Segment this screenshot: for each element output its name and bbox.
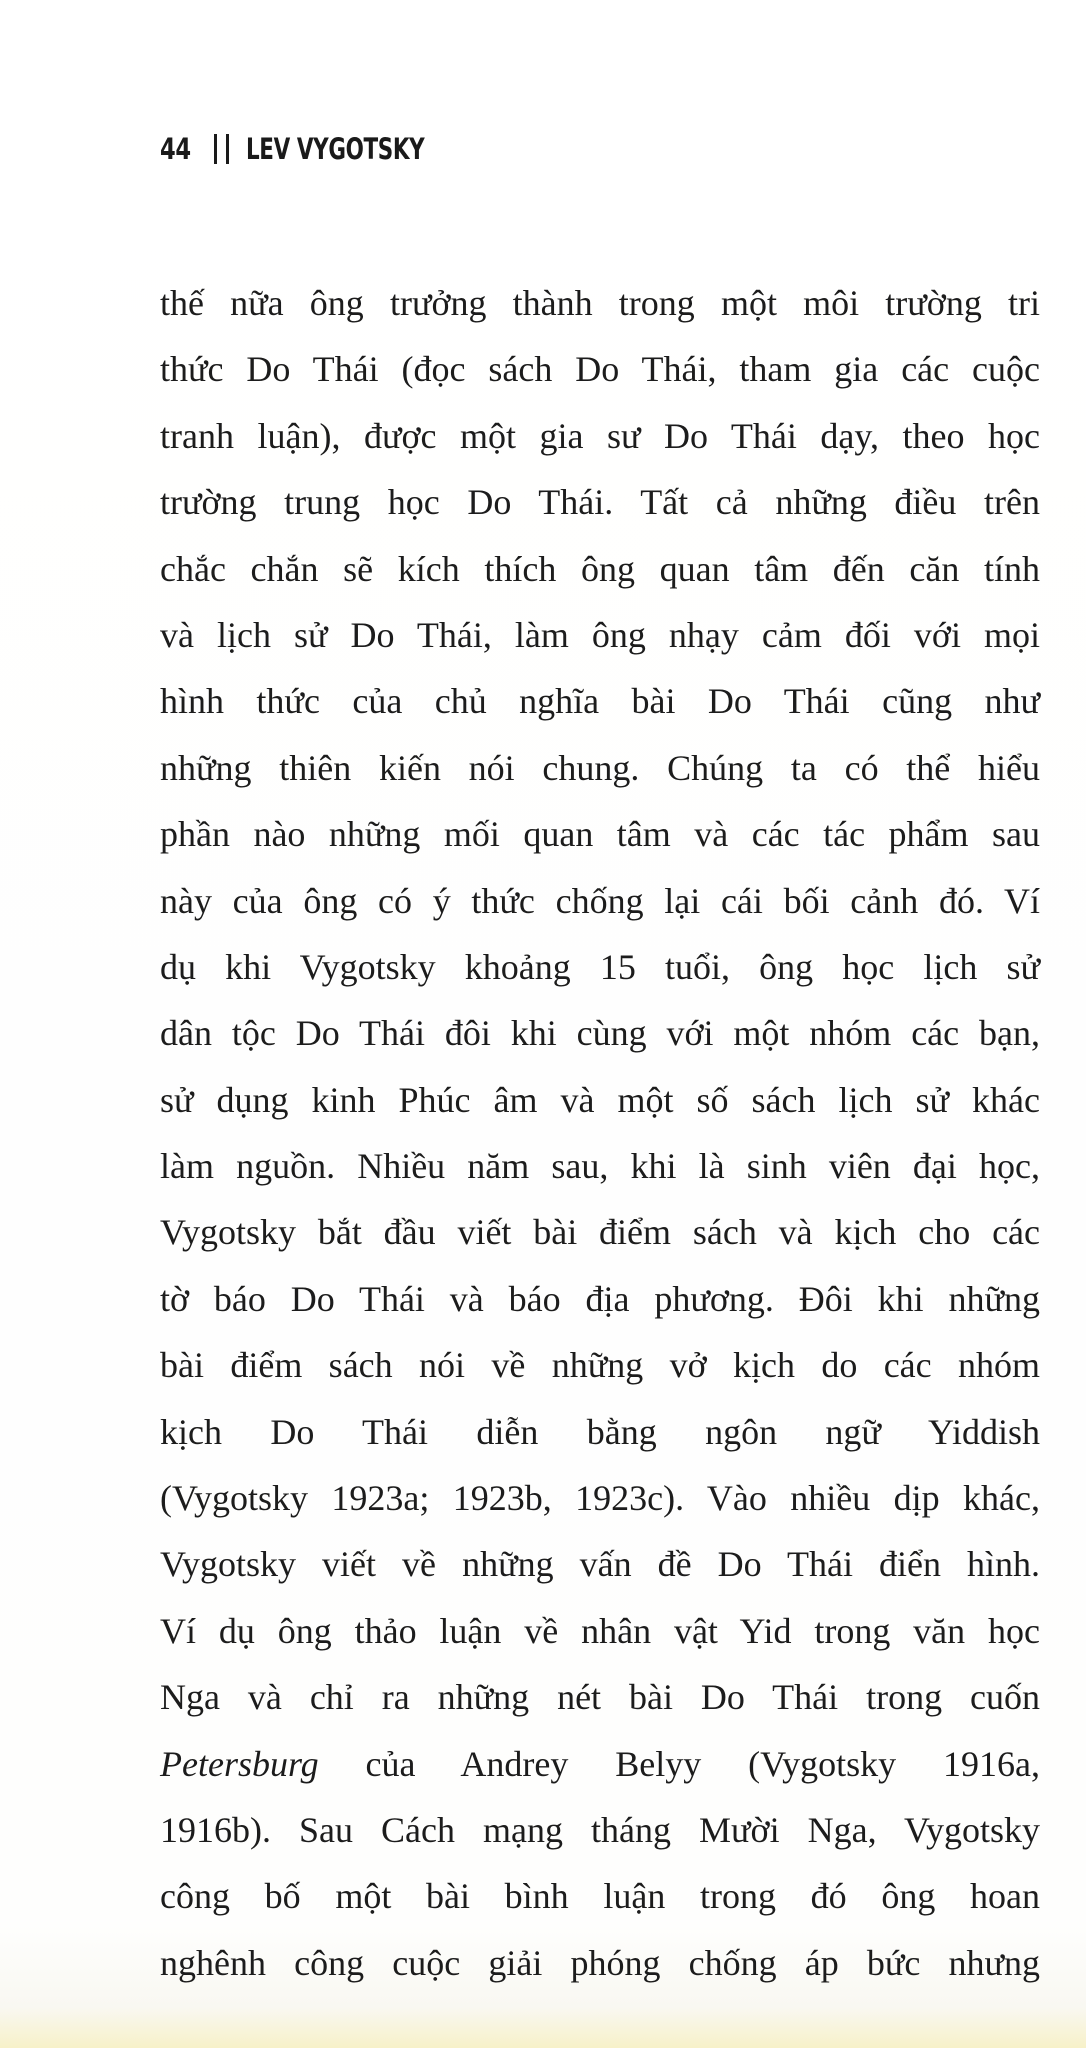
text-line: bài điểm sách nói về những vở kịch do các nhóm <box>160 1345 1040 1386</box>
text-line: tờ báo Do Thái và báo địa phương. Đôi khi những <box>160 1278 1040 1319</box>
text-line: dụ khi Vygotsky khoảng 15 tuổi, ông học lịch sử <box>160 946 1040 987</box>
text-line: Vygotsky viết về những vấn đề Do Thái điển hình. <box>160 1544 1040 1585</box>
text-line: kịch Do Thái diễn bằng ngôn ngữ Yiddish <box>160 1411 1040 1452</box>
running-header <box>160 126 487 172</box>
text-line: sử dụng kinh Phúc âm và một số sách lịch sử khác <box>160 1079 1040 1120</box>
text-line: Ví dụ ông thảo luận về nhân vật Yid trong văn học <box>160 1610 1040 1651</box>
text-line: hình thức của chủ nghĩa bài Do Thái cũng như <box>160 681 1040 722</box>
text-line: thế nữa ông trưởng thành trong một môi trường tri <box>160 283 1040 323</box>
text-line: Nga và chỉ ra những nét bài Do Thái trong cuốn <box>160 1677 1040 1718</box>
text-line: những thiên kiến nói chung. Chúng ta có thể hiểu <box>160 747 1040 788</box>
text-line: thức Do Thái (đọc sách Do Thái, tham gia các cuộc <box>160 349 1040 390</box>
text-line: dân tộc Do Thái đôi khi cùng với một nhóm các bạn, <box>160 1013 1040 1054</box>
text-line: và lịch sử Do Thái, làm ông nhạy cảm đối với mọi <box>160 614 1040 655</box>
book-title-petersburg: Petersburg <box>160 1743 319 1784</box>
text-line: này của ông có ý thức chống lại cái bối cảnh đó. Ví <box>160 880 1040 921</box>
header-separator <box>210 132 236 166</box>
text-line-remainder: của Andrey Belyy (Vygotsky 1916a, <box>318 1743 1040 1784</box>
body-text <box>160 270 1040 1996</box>
text-line: làm nguồn. Nhiều năm sau, khi là sinh viên đại học, <box>160 1146 1040 1187</box>
text-line: Vygotsky bắt đầu viết bài điểm sách và kịch cho các <box>160 1212 1040 1253</box>
text-line: trường trung học Do Thái. Tất cả những điều trên <box>160 482 1040 523</box>
page-number: 44 <box>160 132 191 166</box>
text-line: nghênh công cuộc giải phóng chống áp bức nhưng <box>160 1942 1040 1983</box>
text-line-with-title <box>160 1731 1040 1797</box>
text-line: chắc chắn sẽ kích thích ông quan tâm đến căn tính <box>160 548 1040 589</box>
running-header-author: LEV VYGOTSKY <box>246 132 425 166</box>
text-line: phần nào những mối quan tâm và các tác phẩm sau <box>160 814 1040 855</box>
text-line: 1916b). Sau Cách mạng tháng Mười Nga, Vygotsky <box>160 1809 1040 1850</box>
text-line: tranh luận), được một gia sư Do Thái dạy, theo học <box>160 415 1040 456</box>
text-line: công bố một bài bình luận trong đó ông hoan <box>160 1876 1040 1917</box>
text-line: (Vygotsky 1923a; 1923b, 1923c). Vào nhiều dịp khác, <box>160 1478 1040 1519</box>
